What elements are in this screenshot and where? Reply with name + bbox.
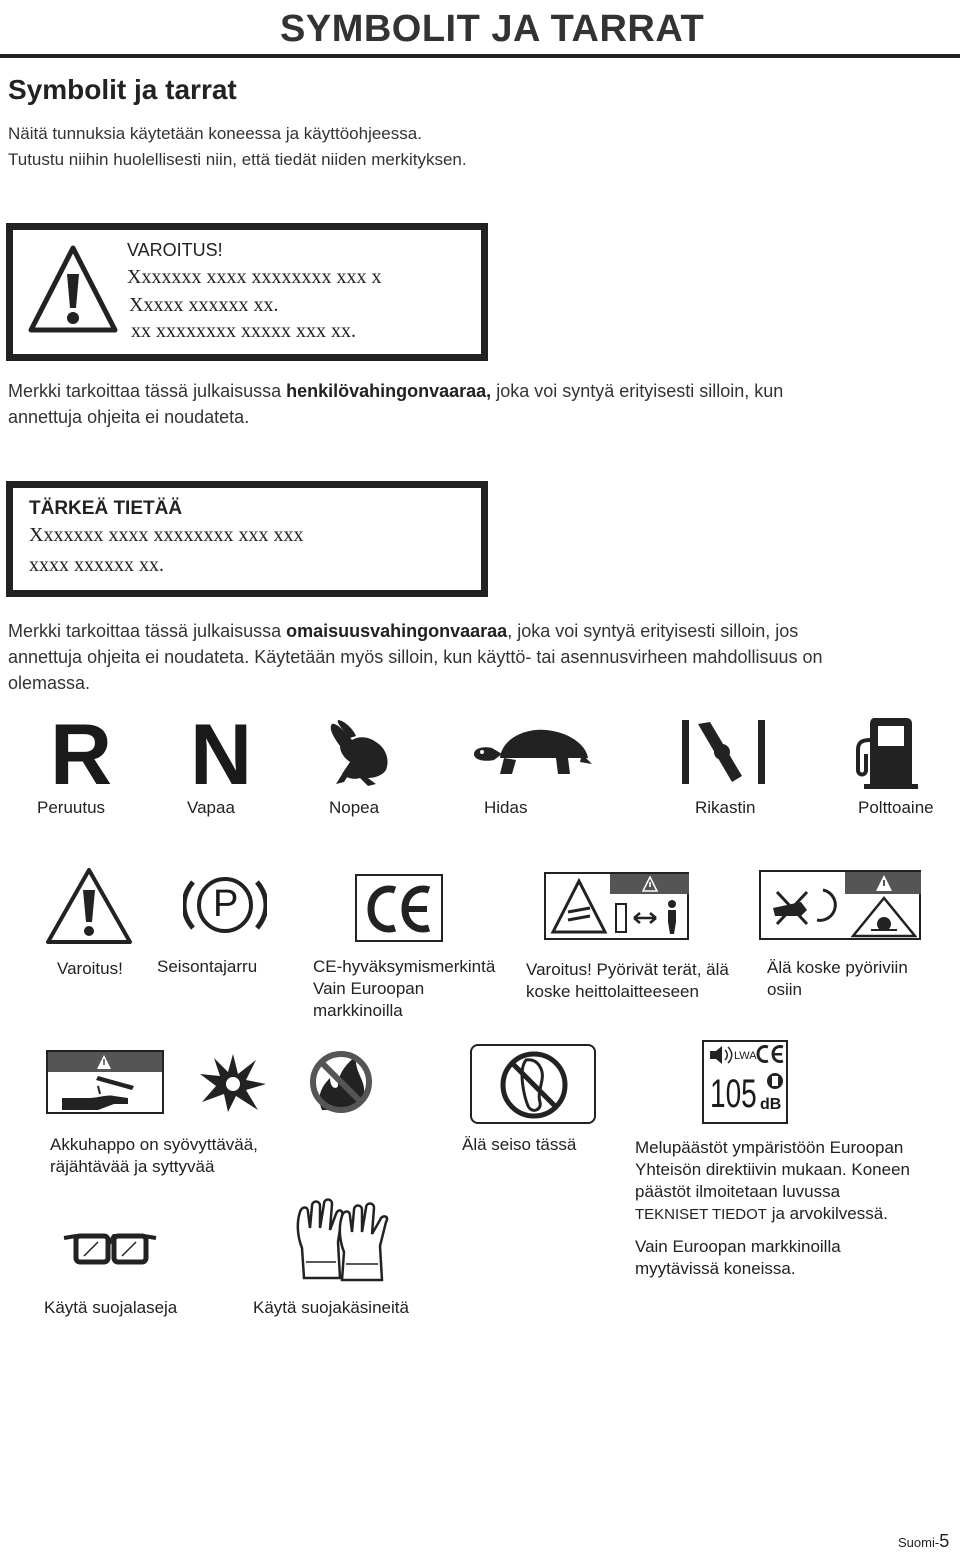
warning-desc-bold: henkilövahingonvaaraa, (286, 381, 492, 401)
no-footprint-icon (498, 1050, 570, 1120)
blade-hazard-icon (550, 878, 608, 936)
battery-acid-label (46, 1050, 372, 1116)
label-ce-line-2: Vain Euroopan (313, 979, 425, 998)
page-number: 5 (939, 1531, 950, 1551)
no-fire-icon (308, 1050, 374, 1114)
label-noise-line-2: Yhteisön direktiivin mukaan. Koneen (635, 1160, 910, 1179)
entanglement-hazard-icon (851, 896, 917, 938)
important-desc-bold: omaisuusvahingonvaaraa (286, 621, 508, 641)
keep-distance-icon (612, 898, 688, 936)
label-ce-line-3: markkinoilla (313, 1001, 403, 1020)
warning-heading: VAROITUS! (127, 240, 223, 260)
label-rotating (767, 957, 908, 1001)
important-desc-line-2: annettuja ohjeita ei noudateta. Käytetään myös silloin, kun käyttö- tai asennusvirheen mahdollisuus on (8, 647, 823, 667)
noise-value: 105 (710, 1072, 757, 1116)
important-desc-pre: Merkki tarkoittaa tässä julkaisussa (8, 621, 287, 641)
no-hand-icon (767, 880, 843, 936)
label-noise-line-1: Melupäästöt ympäristöön Euroopan (635, 1138, 904, 1157)
label-noise-rest: ja arvokilvessä. (766, 1204, 888, 1223)
footer-lang: Suomi- (898, 1535, 940, 1550)
label-acid (50, 1134, 258, 1178)
ce-small-icon (756, 1044, 786, 1064)
important-heading: TÄRKEÄ TIETÄÄ (29, 498, 183, 519)
important-description (8, 618, 928, 696)
label-noise (635, 1137, 910, 1280)
fuel-pump-icon (856, 714, 920, 790)
label-ce (313, 956, 495, 1022)
small-warning-icon (875, 874, 893, 892)
important-desc-line-3: olemassa. (8, 673, 91, 693)
label-vapaa: Vapaa (187, 798, 235, 817)
label-noise-line-4 (635, 1203, 910, 1226)
small-warning-icon (642, 876, 658, 892)
important-line-2: xxxx xxxxxx xx. (29, 554, 164, 576)
intro-line-1: Näitä tunnuksia käytetään koneessa ja käyttöohjeessa. (8, 124, 422, 143)
label-noise-line-3: päästöt ilmoitetaan luvussa (635, 1182, 841, 1201)
label-rotating-line-1: Älä koske pyöriviin (767, 958, 908, 977)
no-stand-sign (470, 1044, 596, 1124)
important-box (6, 481, 488, 597)
warning-box (6, 223, 488, 361)
ce-glyph (363, 882, 437, 936)
label-blades-line-1: Varoitus! Pyörivät terät, älä (526, 960, 729, 979)
intro-text (8, 121, 908, 173)
important-desc-post: , joka voi syntyä erityisesti silloin, jos (507, 621, 799, 641)
warning-description (8, 378, 928, 430)
label-peruutus: Peruutus (37, 798, 106, 817)
warning-desc-post: joka voi syntyä erityisesti silloin, kun (491, 381, 784, 401)
label-varoitus: Varoitus! (57, 959, 123, 978)
label-noise-line-5: Vain Euroopan markkinoilla (635, 1237, 841, 1256)
warning-line-3: xx xxxxxxxx xxxxx xxx xx. (131, 320, 356, 342)
lwa-label: LWA (734, 1050, 757, 1062)
label-rikastin: Rikastin (695, 798, 756, 817)
page-header-title: SYMBOLIT JA TARRAT (280, 8, 705, 50)
choke-icon (680, 718, 770, 786)
noise-label (702, 1040, 788, 1124)
ce-mark-icon (355, 874, 443, 942)
sound-icon (708, 1044, 734, 1066)
important-line-1: Xxxxxxx xxxx xxxxxxxx xxx xxx (29, 524, 304, 546)
label-blades-line-2: koske heittolaitteeseen (526, 982, 699, 1001)
label-nopea: Nopea (329, 798, 380, 817)
warning-line-2: Xxxxx xxxxxx xx. (129, 294, 279, 316)
label-rotating-line-2: osiin (767, 980, 802, 999)
noise-unit: dB (760, 1096, 782, 1113)
neutral-symbol: N (190, 707, 253, 803)
label-hidas: Hidas (484, 798, 528, 817)
label-ce-line-1: CE-hyväksymismerkintä (313, 957, 496, 976)
label-blades (526, 959, 729, 1003)
small-warning-icon (96, 1054, 112, 1070)
parking-brake-icon (183, 874, 267, 936)
label-noise-line-6: myytävissä koneissa. (635, 1259, 796, 1278)
warning-triangle-icon (44, 866, 134, 946)
label-nostand: Älä seiso tässä (462, 1135, 577, 1154)
parking-p-glyph: P (213, 883, 239, 925)
label-gloves: Käytä suojakäsineitä (253, 1298, 409, 1317)
header-rule (0, 54, 960, 58)
warning-desc-line-2: annettuja ohjeita ei noudateta. (8, 407, 250, 427)
label-acid-line-2: räjähtävää ja syttyvää (50, 1157, 215, 1176)
warning-line-1: Xxxxxxx xxxx xxxxxxxx xxx x (127, 266, 382, 288)
rabbit-icon (324, 718, 396, 790)
corrosive-panel (46, 1050, 164, 1114)
ear-protection-small-icon (766, 1072, 784, 1090)
label-polttoaine: Polttoaine (858, 798, 934, 817)
label-seisontajarru: Seisontajarru (157, 957, 258, 976)
safety-glasses-icon (62, 1228, 158, 1268)
rotating-blades-label (544, 872, 689, 940)
turtle-icon (470, 724, 594, 780)
rotating-parts-label (759, 870, 921, 940)
reverse-symbol: R (50, 707, 113, 803)
corrosive-icon (58, 1072, 154, 1112)
label-acid-line-1: Akkuhappo on syövyttävää, (50, 1135, 258, 1154)
section-title: Symbolit ja tarrat (8, 74, 237, 105)
explosive-icon (198, 1050, 268, 1114)
warning-desc-pre: Merkki tarkoittaa tässä julkaisussa (8, 381, 287, 401)
label-noise-caps: TEKNISET TIEDOT (635, 1206, 767, 1223)
warning-triangle-icon (27, 244, 119, 336)
intro-line-2: Tutustu niihin huolellisesti niin, että tiedät niiden merkityksen. (8, 150, 467, 169)
gloves-icon (294, 1198, 404, 1284)
label-glasses: Käytä suojalaseja (44, 1298, 178, 1317)
